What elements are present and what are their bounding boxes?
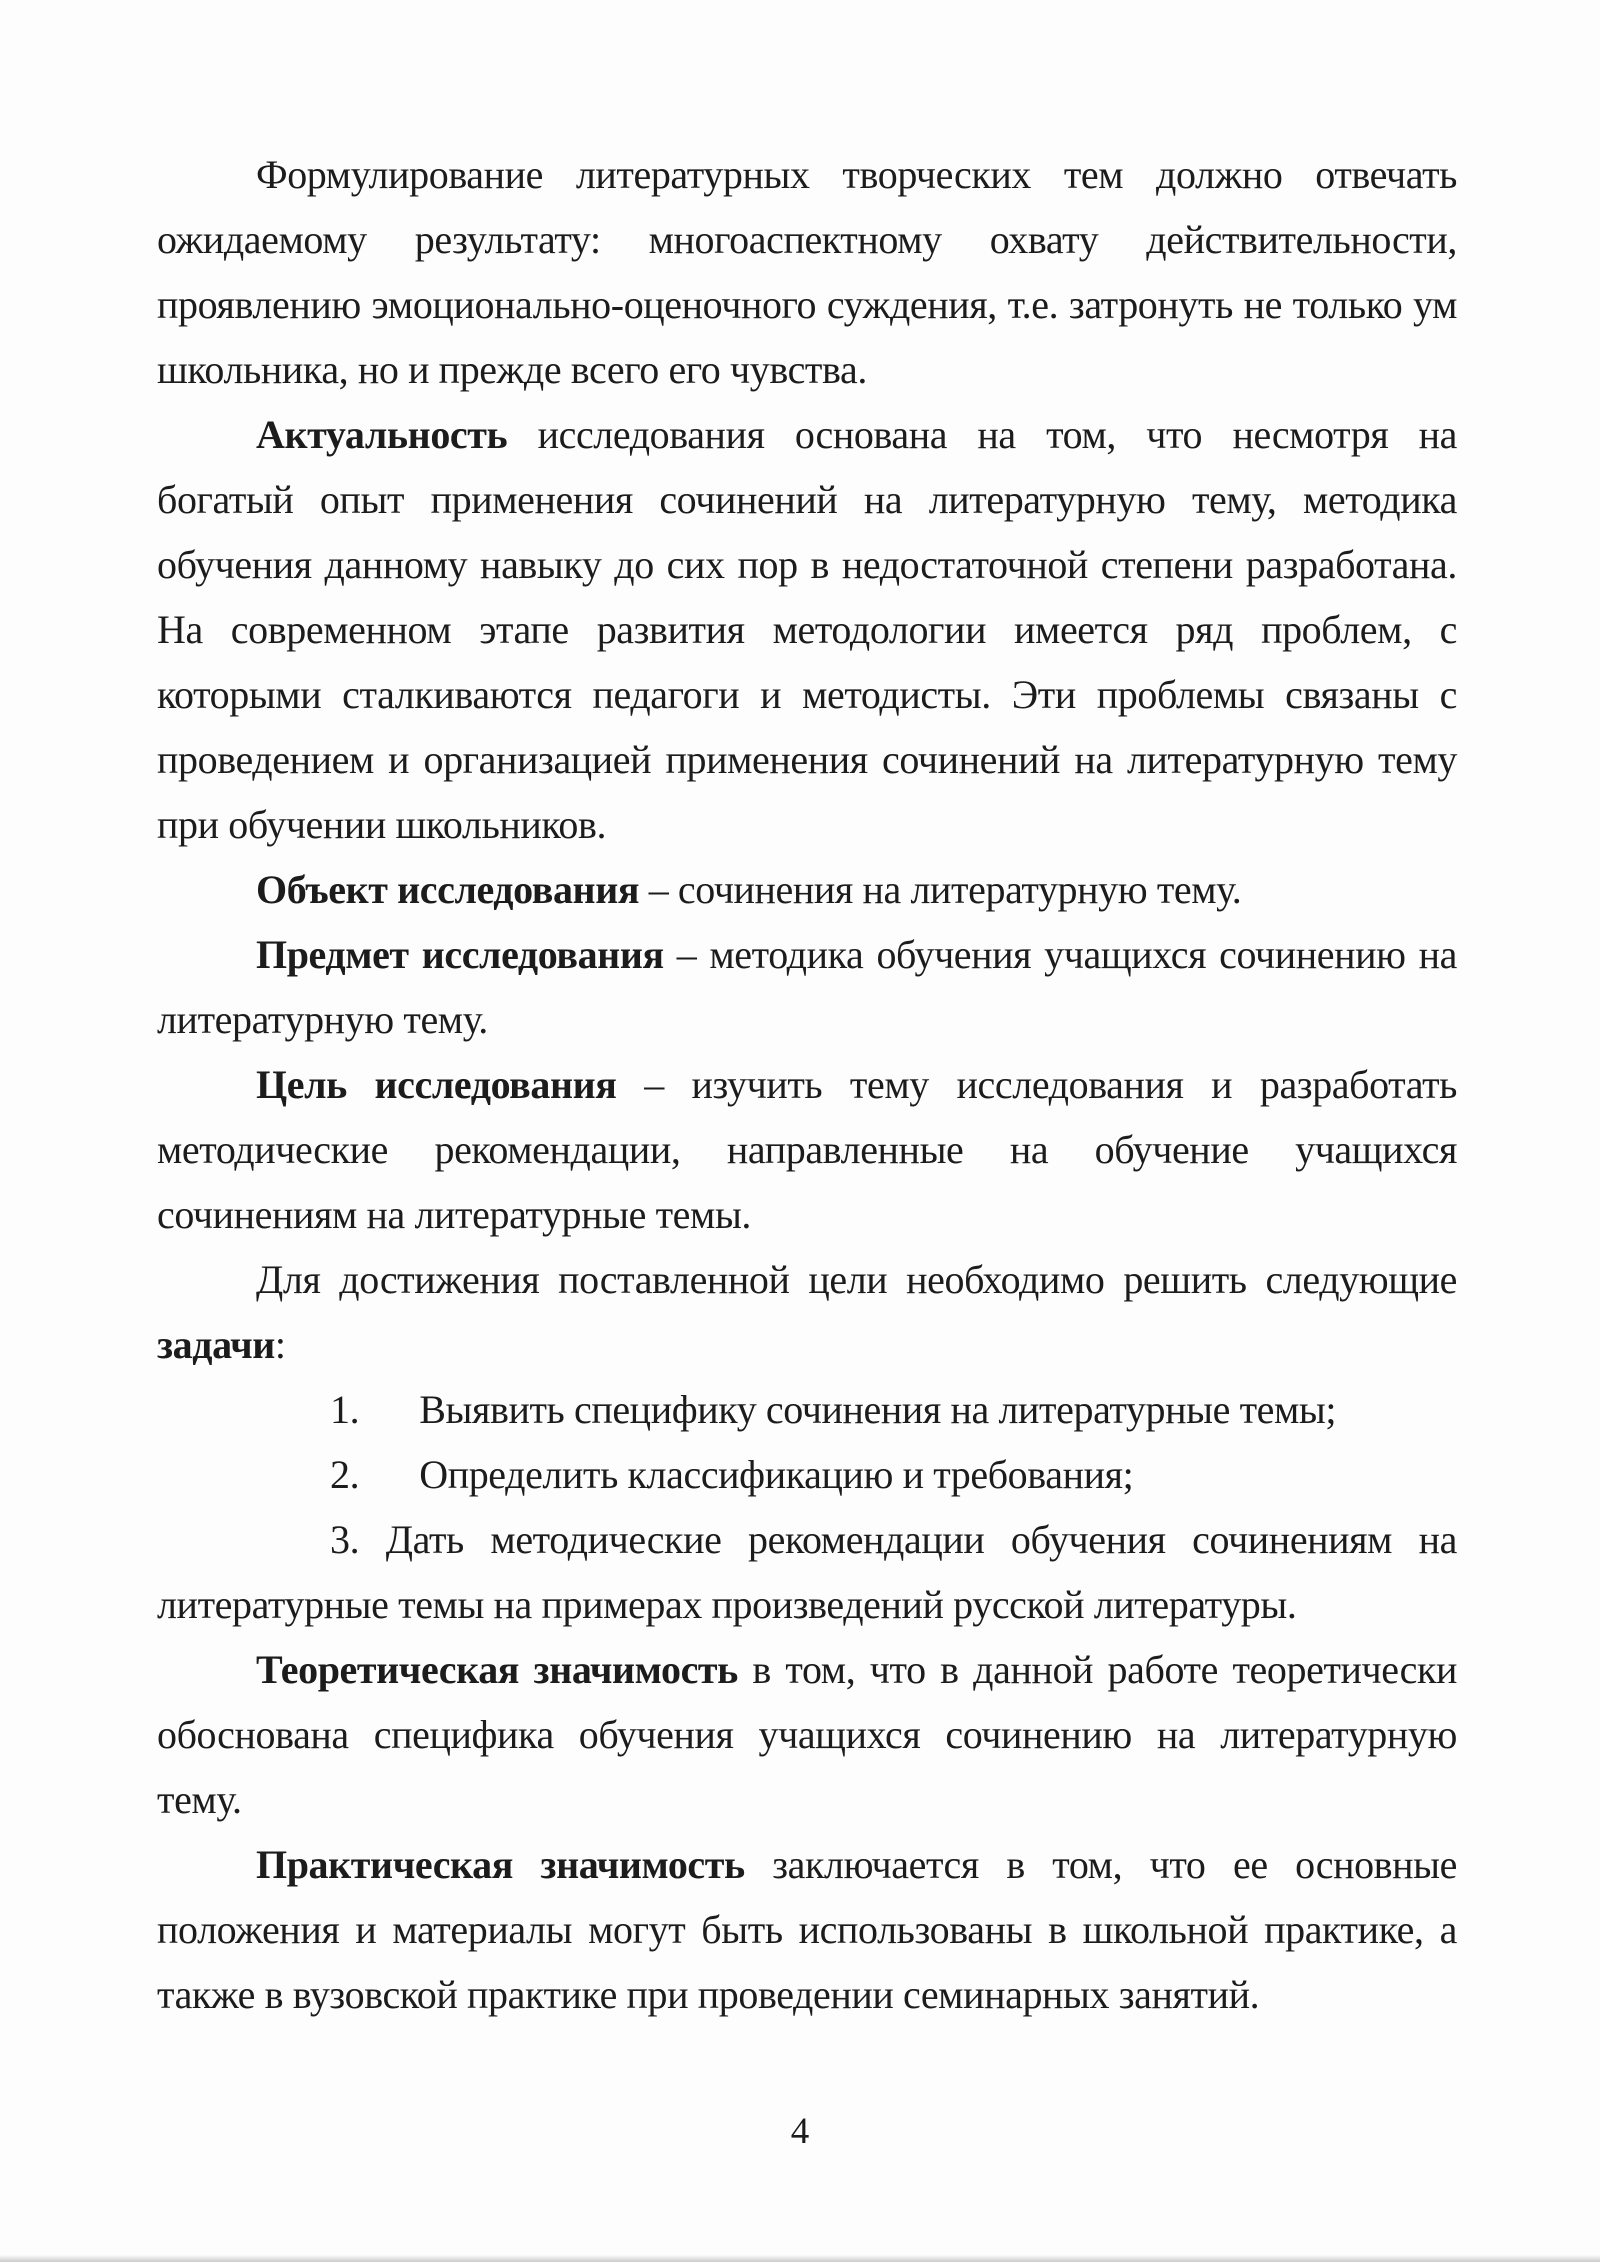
- paragraph-subject: [157, 922, 1457, 1052]
- document-body: [157, 142, 1457, 2027]
- list-number: 2.: [330, 1452, 360, 1497]
- bold-run: Цель исследования: [256, 1062, 617, 1107]
- text-run: в том, что в данной работе теоретически обоснована специфика обучения учащихся сочинению на литературную тему.: [157, 1647, 1457, 1822]
- list-item-1: [157, 1377, 1457, 1442]
- paragraph-goal: [157, 1052, 1457, 1247]
- paragraph-theoretical: [157, 1637, 1457, 1832]
- paragraph-practical: [157, 1832, 1457, 2027]
- text-run: заключается в том, что ее основные положения и материалы могут быть использованы в школьной практике, а также в вузовской практике при проведении семинарных занятий.: [157, 1842, 1458, 2017]
- paragraph-relevance: [157, 402, 1457, 857]
- bold-run: Актуальность: [256, 412, 508, 457]
- text-run: :: [274, 1322, 286, 1367]
- list-item-3: [157, 1507, 1457, 1637]
- bold-run: Практическая значимость: [256, 1842, 745, 1887]
- list-item-2: [157, 1442, 1457, 1507]
- text-run: Дать методические рекомендации обучения сочинениям на литературные темы на примерах произведений русской литературы.: [157, 1517, 1457, 1627]
- text-run: Выявить специфику сочинения на литературные темы;: [419, 1387, 1337, 1432]
- list-number: 1.: [330, 1387, 360, 1432]
- bold-run: задачи: [157, 1322, 275, 1367]
- text-run: – изучить тему исследования и разработать методические рекомендации, направленные на обучение учащихся сочинениям на литературные темы.: [157, 1062, 1457, 1237]
- bold-run: Объект исследования: [256, 867, 640, 912]
- paragraph-object: [157, 857, 1457, 922]
- text-run: Формулирование литературных творческих тем должно отвечать ожидаемому результату: многоаспектному охвату действительности, проявлению эмоционально-оценочного суждения, т.е. затронуть не только ум школьника, но и прежде всего его чувства.: [157, 152, 1457, 392]
- paragraph-formulation: [157, 142, 1457, 402]
- text-run: исследования основана на том, что несмотря на богатый опыт применения сочинений на литературную тему, методика обучения данному навыку до сих пор в недостаточной степени разработана. На современном этапе развития методологии имеется ряд проблем, с которыми сталкиваются педагоги и методисты. Эти проблемы связаны с проведением и организацией применения сочинений на литературную тему при обучении школьников.: [157, 412, 1457, 847]
- text-run: Определить классификацию и требования;: [419, 1452, 1134, 1497]
- bold-run: Предмет исследования: [256, 932, 664, 977]
- text-run: – сочинения на литературную тему.: [639, 867, 1242, 912]
- scan-edge-shadow: [0, 2255, 1600, 2262]
- list-number: 3.: [330, 1517, 360, 1562]
- text-run: – методика обучения учащихся сочинению на литературную тему.: [157, 932, 1457, 1042]
- page-number: 4: [790, 2111, 810, 2152]
- text-run: Для достижения поставленной цели необходимо решить следующие: [256, 1257, 1457, 1302]
- paragraph-tasks-intro: [157, 1247, 1457, 1377]
- bold-run: Теоретическая значимость: [256, 1647, 738, 1692]
